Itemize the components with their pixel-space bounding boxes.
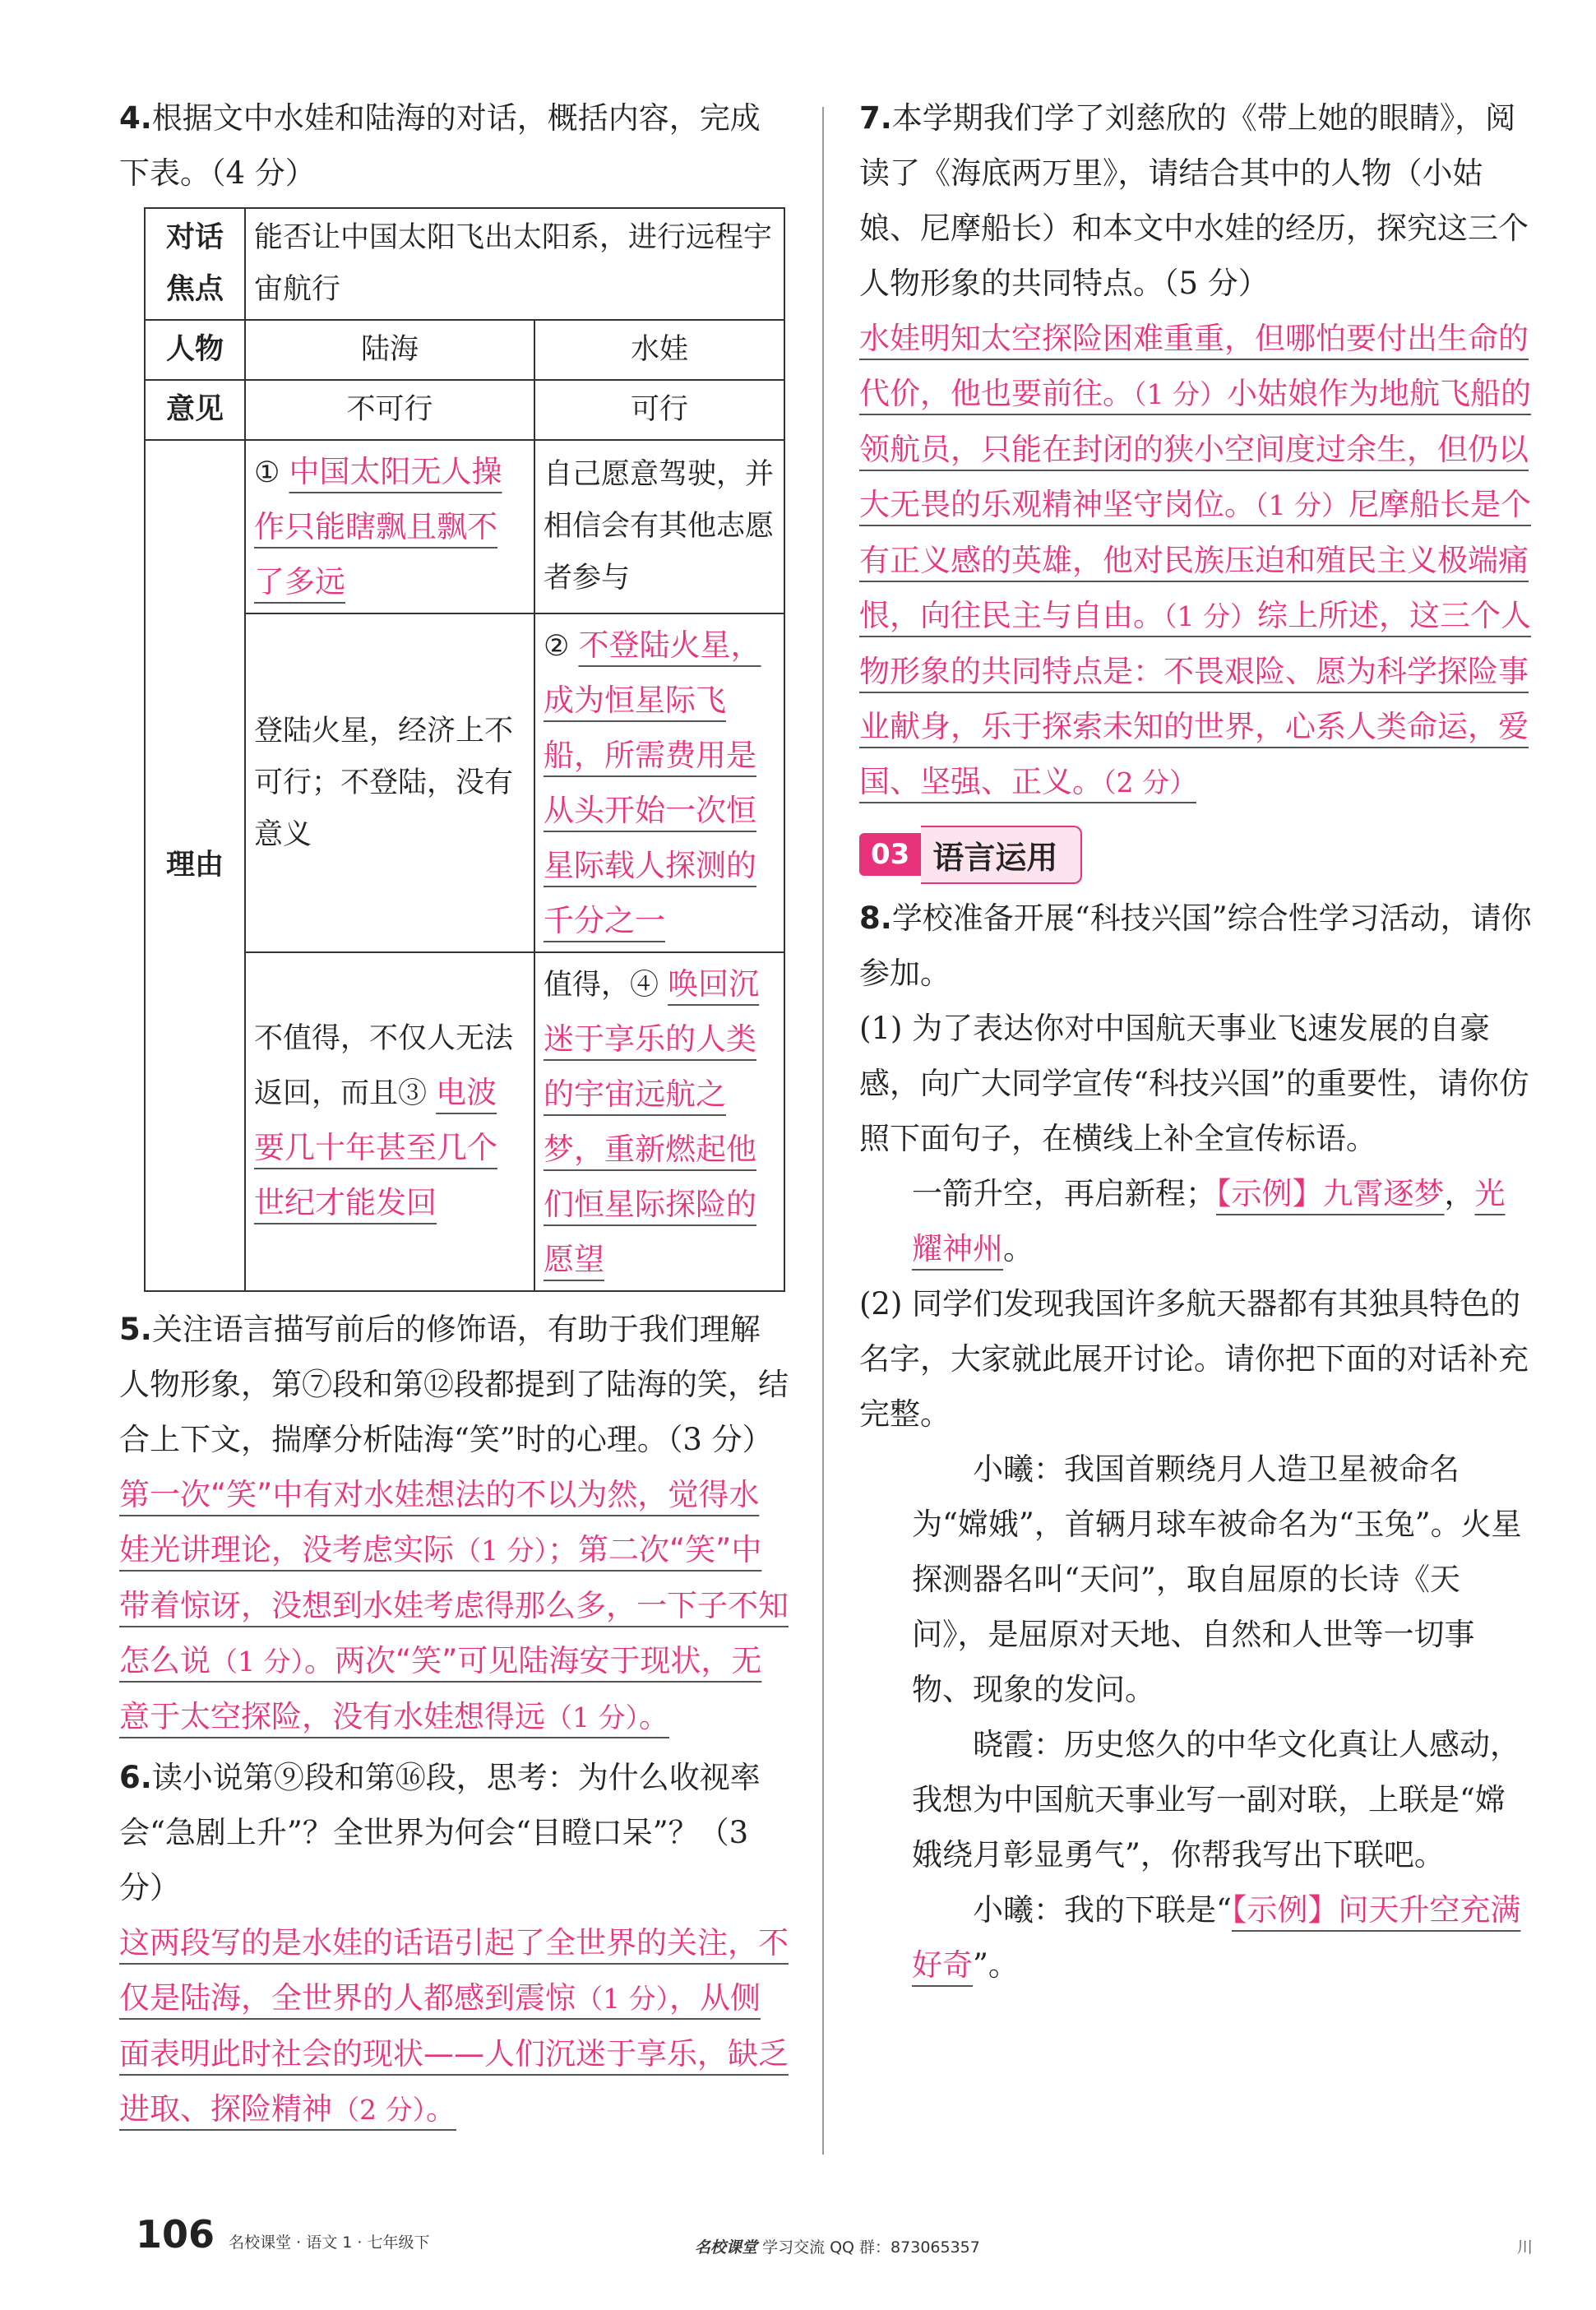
table-cell [534,613,784,952]
question-6 [119,1750,789,1915]
table-opinion-b: 可行 [534,380,784,440]
answer-5 [119,1467,789,1745]
score: （1 分） [1255,489,1349,521]
blank-marker: ① [254,456,280,489]
table-cell [245,440,534,613]
score: （1 分） [1133,378,1227,410]
answer-text: 不登陆火星，成为恒星际飞船，所需费用是从头开始一次恒星际载人探测的千分之一 [544,627,761,938]
answer-6 [119,1915,789,2137]
subquestion-1: (1) 为了表达你对中国航天事业飞速发展的自豪感，向广大同学宣传“科技兴国”的重要性，请你仿照下面句子，在横线上补全宣传标语。 [859,1011,1529,1156]
question-number: 6. [119,1760,152,1795]
region-mark: 川 [1517,2238,1534,2257]
question-number: 4. [119,100,152,136]
table-cell: 自己愿意驾驶，并相信会有其他志愿者参与 [534,440,784,613]
section-number: 03 [859,833,921,876]
question-4 [119,90,789,201]
dialogue-line: 小曦：我国首颗绕月人造卫星被命名为“嫦娥”，首辆月球车被命名为“玉兔”。火星探测器名叫“天问”，取自屈原的长诗《天问》，是屈原对天地、自然和人世等一切事物、现象的发问。 [912,1451,1522,1707]
table-person-a: 陆海 [245,320,534,380]
dialogue-line: 晓霞：历史悠久的中华文化真让人感动，我想为中国航天事业写一副对联，上联是“嫦娥绕月彰显勇气”，你帮我写出下联吧。 [912,1727,1520,1873]
qq-text: 学习交流 QQ 群：873065357 [762,2238,980,2257]
dialogue-prefix: 小曦：我的下联是“ [973,1892,1232,1928]
cell-text: 值得， [544,969,631,1002]
right-column [859,90,1534,1993]
slogan-end: 。 [1003,1231,1034,1266]
table-person-b: 水娃 [534,320,784,380]
answer-part: 小姑娘作为地航飞船的领航员，只能在封闭的狭小空间度过余生，但仍以大无畏的乐观精神坚守岗位。 [859,376,1531,522]
answer-part: 第一次“笑”中有对水娃想法的不以为然，觉得水娃光讲理论，没考虑实际 [119,1477,760,1567]
score: （1 分） [576,1983,669,2015]
section-header [859,828,1534,881]
table-focus-value: 能否让中国太阳飞出太阳系，进行远程宇宙航行 [245,208,784,320]
score: （1 分） [1163,600,1257,632]
slogan-answer: 【示例】九霄逐梦 [1216,1176,1445,1211]
question-number: 7. [859,100,892,136]
answer-part: 。 [426,2091,456,2127]
answer-table [144,207,785,1292]
table-header-focus: 对话焦点 [145,208,245,320]
slogan-prefix: 一箭升空，再启新程； [912,1176,1216,1211]
question-text: 学校准备开展“科技兴国”综合性学习活动，请你参加。 [859,900,1532,991]
section-title: 语言运用 [921,826,1082,884]
table-header-opinion: 意见 [145,380,245,440]
blank-marker: ③ [398,1077,428,1110]
slogan-line [859,1166,1534,1276]
question-text: 根据文中水娃和陆海的对话，概括内容，完成下表。（4 分） [119,100,761,191]
answer-part: 尼摩船长是个有正义感的英雄，他对民族压迫和殖民主义极端痛恨，向往民主与自由。 [859,487,1531,633]
question-text: 读小说第⑨段和第⑯段，思考：为什么收视率会“急剧上升”？全世界为何会“目瞪口呆”？（3 分） [119,1760,761,1905]
brand-logo: 名校课堂 [695,2238,758,2257]
question-text: 关注语言描写前后的修饰语，有助于我们理解人物形象，第⑦段和第⑫段都提到了陆海的笑，结合上下文，揣摩分析陆海“笑”时的心理。（3 分） [119,1312,789,1457]
answer-part: 。两次“笑”可见陆海安于现状，无意于太空探险，没有水娃想得远 [119,1643,762,1734]
score: （1 分） [454,1535,548,1567]
question-5 [119,1302,789,1467]
dialogue-end: ”。 [973,1947,1019,1983]
question-8 [859,891,1534,1001]
answer-text [119,1477,789,1734]
answer-part: 。 [639,1699,669,1734]
answer-part: ，从侧面表明此时社会的现状——人们沉迷于享乐，缺乏进取、探险精神 [119,1980,789,2127]
table-cell: 登陆火星，经济上不可行；不登陆，没有意义 [245,613,534,952]
score: （1 分） [545,1701,639,1734]
answer-text: 中国太阳无人操作只能瞎飘且飘不了多远 [254,454,502,599]
answer-text [119,1925,789,2127]
question-number: 5. [119,1312,152,1347]
score: （2 分） [1103,766,1196,799]
question-text: 本学期我们学了刘慈欣的《带上她的眼睛》，阅读了《海底两万里》，请结合其中的人物（小姑娘、尼摩船长）和本文中水娃的经历，探究这三个人物形象的共同特点。（5 分） [859,100,1529,301]
blank-marker: ② [544,630,570,663]
table-cell [245,952,534,1291]
table-header-reason: 理由 [145,440,245,1291]
page-number: 106 [136,2212,215,2257]
book-info: 名校课堂 · 语文 1 · 七年级下 [229,2234,430,2252]
slogan-separator: ， [1444,1176,1475,1211]
question-7 [859,90,1534,311]
couplet-answer: 【示例】问天升空充满好奇 [912,1892,1521,1983]
qq-group [695,2235,980,2257]
dialogue-line [859,1882,1534,1993]
answer-text: 唤回沉迷于享乐的人类的宇宙远航之梦，重新燃起他们恒星际探险的愿望 [544,966,760,1277]
answer-part: 这两段写的是水娃的话语引起了全世界的关注，不仅是陆海，全世界的人都感到震惊 [119,1925,789,2016]
column-divider [822,107,824,2155]
table-header-person: 人物 [145,320,245,380]
page-footer [136,2212,430,2257]
subquestion-2: (2) 同学们发现我国许多航天器都有其独具特色的名字，大家就此展开讨论。请你把下面的对话补充完整。 [859,1286,1529,1432]
score: （2 分） [332,2094,426,2126]
left-column [119,90,789,2137]
score: （1 分） [210,1646,304,1678]
answer-part: 综上所述，这三个人物形象的共同特点是：不畏艰险、愿为科学探险事业献身，乐于探索未知的世界，心系人类命运，爱国、坚强、正义。 [859,598,1531,799]
blank-marker: ④ [630,969,659,1002]
cell-text: 不值得，不仅人无法返回，而且 [254,1022,514,1110]
question-number: 8. [859,900,892,936]
answer-text [859,321,1531,799]
table-opinion-a: 不可行 [245,380,534,440]
answer-part: ；第二次“笑”中带着惊讶，没想到水娃考虑得那么多，一下子不知怎么说 [119,1532,789,1678]
table-cell [534,952,784,1291]
answer-7 [859,311,1534,810]
slogan-answer: 光耀神州 [912,1176,1506,1266]
answer-text: 电波要几十年甚至几个世纪才能发回 [254,1075,497,1220]
answer-part: 水娃明知太空探险困难重重，但哪怕要付出生命的代价，他也要前往。 [859,321,1529,411]
